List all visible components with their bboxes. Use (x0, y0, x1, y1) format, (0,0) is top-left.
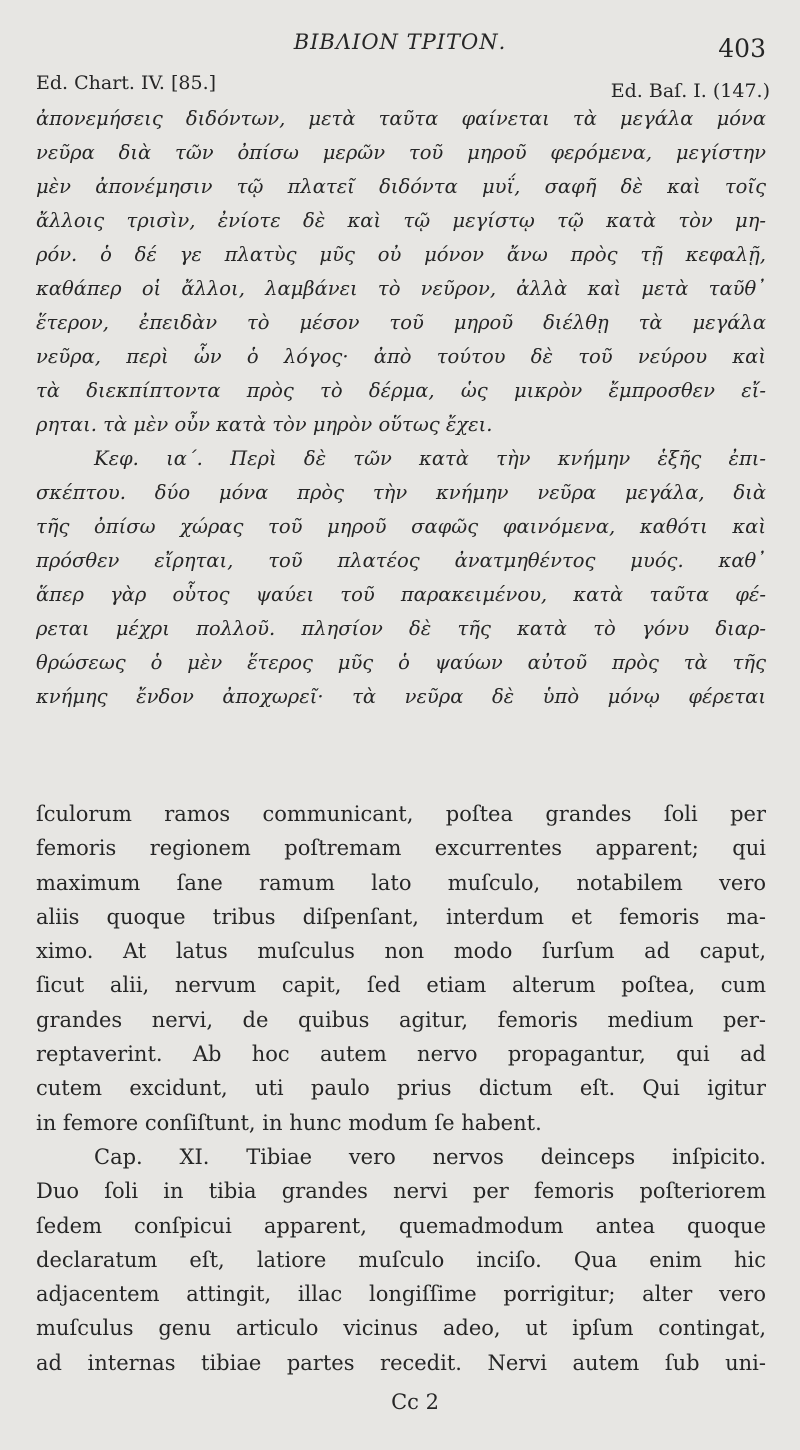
greek-line: θρώσεως ὁ μὲν ἕτερος μῦς ὁ ψαύων αὐτοῦ πρὸς τὰ τῆς (36, 651, 766, 674)
latin-line: Duo ſoli in tibia grandes nervi per femoris poſteriorem (36, 1179, 766, 1204)
greek-line: νεῦρα διὰ τῶν ὀπίσω μερῶν τοῦ μηροῦ φερόμενα, μεγίστην (36, 141, 766, 164)
latin-line: femoris regionem poſtremam excurrentes apparent; qui (36, 836, 766, 861)
page-number: 403 (718, 34, 766, 63)
latin-line: ſedem conſpicui apparent, quemadmodum antea quoque (36, 1213, 766, 1238)
greek-line: πρόσθεν εἴρηται, τοῦ πλατέος ἀνατμηθέντος μυός. καθ᾽ (36, 549, 766, 572)
greek-line: ἅπερ γὰρ οὗτος ψαύει τοῦ παρακειμένου, κατὰ ταῦτα φέ- (36, 583, 766, 606)
printer-signature-mark: Cc 2 (391, 1390, 439, 1414)
latin-chapter-heading-line: Cap. XI. Tibiae vero nervos deinceps inſpicito. (94, 1144, 766, 1169)
greek-line: ρηται. τὰ μὲν οὖν κατὰ τὸν μηρὸν οὕτως ἔχει. (36, 413, 493, 436)
greek-line: ρόν. ὁ δέ γε πλατὺς μῦς οὐ μόνον ἄνω πρὸς τῇ κεφαλῇ, (36, 243, 766, 266)
latin-line: adjacentem attingit, illac longiſſime porrigitur; alter vero (36, 1282, 766, 1307)
greek-line: νεῦρα, περὶ ὧν ὁ λόγος· ἀπὸ τούτου δὲ τοῦ νεύρου καὶ (36, 345, 766, 368)
greek-line: ρεται μέχρι πολλοῦ. πλησίον δὲ τῆς κατὰ τὸ γόνυ διαρ- (36, 617, 766, 640)
latin-line: muſculus genu articulo vicinus adeo, ut ipſum contingat, (36, 1316, 766, 1341)
latin-line: ximo. At latus muſculus non modo ſurſum ad caput, (36, 939, 766, 964)
latin-line: aliis quoque tribus diſpenſant, interdum et femoris ma- (36, 904, 766, 929)
greek-text-block (36, 102, 766, 714)
greek-chapter-heading-line: Κεφ. ια΄. Περὶ δὲ τῶν κατὰ τὴν κνήμην ἑξῆς ἐπι- (94, 447, 766, 470)
greek-line: ἄλλοις τρισὶν, ἐνίοτε δὲ καὶ τῷ μεγίστῳ τῷ κατὰ τὸν μη- (36, 209, 766, 232)
latin-line: ſicut alii, nervum capit, ſed etiam alterum poſtea, cum (36, 973, 766, 998)
greek-line: κνήμης ἔνδον ἀποχωρεῖ· τὰ νεῦρα δὲ ὑπὸ μόνῳ φέρεται (36, 685, 766, 708)
latin-text-block (36, 797, 766, 1380)
latin-line: reptaverint. Ab hoc autem nervo propagantur, qui ad (36, 1042, 766, 1067)
running-title: BIBΛΙΟΝ ΤΡΙΤΟΝ. (293, 30, 507, 54)
greek-line: ἕτερον, ἐπειδὰν τὸ μέσον τοῦ μηροῦ διέλθῃ τὰ μεγάλα (36, 311, 766, 334)
greek-line: τὰ διεκπίπτοντα πρὸς τὸ δέρμα, ὡς μικρὸν ἔμπροσθεν εἴ- (36, 379, 766, 402)
latin-line: declaratum eſt, latiore muſculo inciſo. Qua enim hic (36, 1247, 766, 1272)
latin-line: in femore conſiſtunt, in hunc modum ſe habent. (36, 1110, 542, 1135)
greek-line: καθάπερ οἱ ἄλλοι, λαμβάνει τὸ νεῦρον, ἀλλὰ καὶ μετὰ ταῦθ᾽ (36, 277, 766, 300)
greek-line: σκέπτου. δύο μόνα πρὸς τὴν κνήμην νεῦρα μεγάλα, διὰ (36, 481, 766, 504)
latin-line: ſculorum ramos communicant, poſtea grandes ſoli per (36, 802, 766, 826)
edition-reference-basel: Ed. Baſ. I. (147.) (610, 80, 770, 102)
greek-line: τῆς ὀπίσω χώρας τοῦ μηροῦ σαφῶς φαινόμενα, καθότι καὶ (36, 515, 766, 538)
greek-line: ἀπονεμήσεις διδόντων, μετὰ ταῦτα φαίνεται τὰ μεγάλα μόνα (36, 107, 766, 130)
latin-line: maximum ſane ramum lato muſculo, notabilem vero (36, 870, 766, 895)
greek-line: μὲν ἀπονέμησιν τῷ πλατεῖ διδόντα μυΐ, σαφῆ δὲ καὶ τοῖς (36, 175, 766, 198)
edition-reference-chartier: Ed. Chart. IV. [85.] (36, 72, 217, 94)
latin-line: cutem excidunt, uti paulo prius dictum eſt. Qui igitur (36, 1076, 766, 1101)
latin-line: grandes nervi, de quibus agitur, femoris medium per- (36, 1007, 766, 1032)
latin-line: ad internas tibiae partes recedit. Nervi autem ſub uni- (36, 1350, 766, 1375)
